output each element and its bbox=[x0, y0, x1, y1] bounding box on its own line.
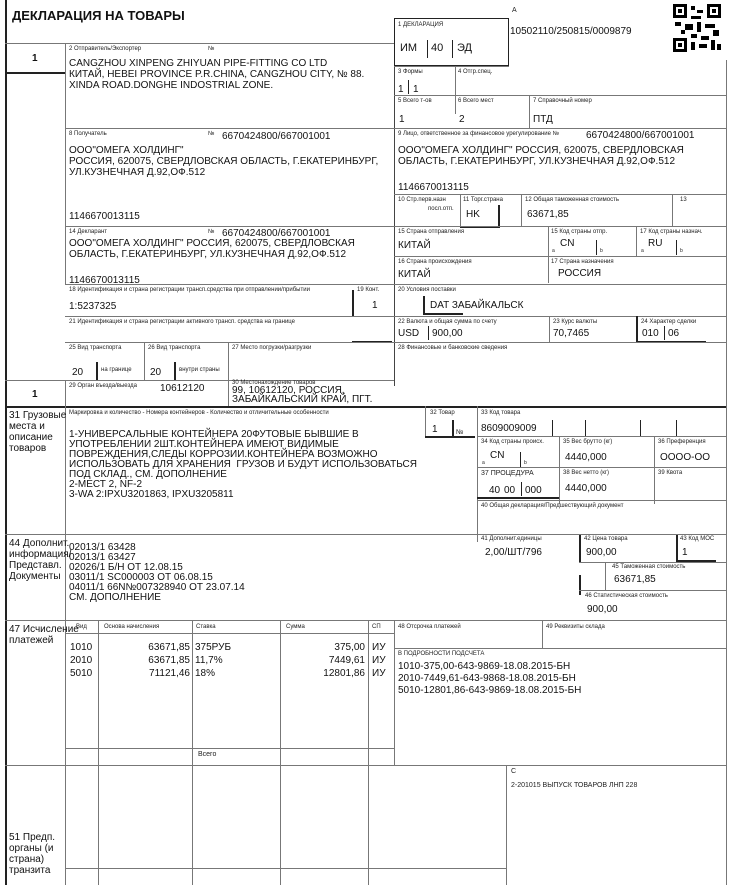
rule bbox=[672, 194, 673, 227]
rule bbox=[368, 620, 369, 885]
box20-label: 20 Условия поставки bbox=[398, 287, 456, 293]
rule bbox=[477, 500, 726, 501]
box2-label: 2 Отправитель/Экспортер bbox=[69, 46, 142, 52]
rule bbox=[460, 194, 461, 227]
additional-info: 02013/1 63428 02013/1 63427 02026/1 Б/Н ОТ 12.08.15 03011/1 SC000003 ОТ 06.08.15 04011/1 66N№007328940 ОТ 23.07.14 СМ. ДОПОЛНЕНИЕ bbox=[69, 542, 245, 603]
box34-label: 34 Код страны происх. bbox=[481, 439, 544, 445]
box35-label: 35 Вес брутто (кг) bbox=[563, 439, 613, 445]
rule bbox=[654, 436, 655, 504]
rule bbox=[394, 66, 509, 67]
document-title: ДЕКЛАРАЦИЯ НА ТОВАРЫ bbox=[12, 8, 185, 23]
table-row: ИУ bbox=[372, 655, 386, 666]
preference: OOOO-OO bbox=[660, 452, 710, 463]
box42-label: 42 Цена товара bbox=[584, 536, 628, 542]
net-weight: 4440,000 bbox=[565, 483, 607, 494]
box18-label: 18 Идентификация и страна регистрации трансп.средства при отправлении/прибытии bbox=[69, 287, 310, 293]
decl-type-2: 40 bbox=[431, 42, 444, 54]
table-row: 63671,85 bbox=[148, 642, 190, 653]
box49-label: 49 Реквизиты склада bbox=[546, 624, 605, 630]
box46-label: 46 Статистическая стоимость bbox=[585, 593, 668, 599]
rule bbox=[552, 420, 553, 436]
box45-label: 45 Таможенная стоимость bbox=[612, 564, 686, 570]
qr-code-icon bbox=[673, 4, 721, 52]
rule bbox=[408, 80, 409, 94]
rule bbox=[96, 362, 98, 380]
rule bbox=[394, 128, 726, 129]
payments-col-rate: Ставка bbox=[196, 624, 216, 630]
box26-sub: внутри страны bbox=[179, 367, 220, 373]
rule bbox=[5, 620, 726, 621]
box30-label: 30 Местонахождение товаров bbox=[232, 380, 316, 386]
box25-sub: на границе bbox=[101, 367, 132, 373]
rule bbox=[579, 562, 726, 563]
entry-office: 10612120 bbox=[160, 383, 205, 394]
box10-sub: посл.отп. bbox=[428, 206, 454, 212]
sheet-number: 1 bbox=[32, 53, 38, 64]
release-note: 2-201015 ВЫПУСК ТОВАРОВ ЛНП 228 bbox=[511, 782, 638, 789]
origin-code: CN bbox=[490, 450, 505, 461]
valuation-method: 1 bbox=[682, 547, 688, 558]
dispatch-country-code: CN bbox=[560, 238, 575, 249]
goods-description: 1-УНИВЕРСАЛЬНЫЕ КОНТЕЙНЕРА 20ФУТОВЫЕ БЫВШИЕ В УПОТРЕБЛЕНИИ 2ШТ.КОНТЕЙНЕРА ИМЕЮТ ВИДИМЫЕ ПОВРЕЖДЕНИЯ,СЛЕДЫ КОРРОЗИИ.КОНТЕЙНЕРА ВОЗМОЖНО ИСПОЛЬЗОВАТЬ ДЛЯ ХРАНЕНИЯ ГРУЗОВ И БУДУТ ИСПОЛЬЗОВАТЬСЯ ПОД СКЛАД., СМ. ДОПОЛНЕНИЕ 2-МЕСТ 2, NF-2 3-WA 2:IPXU3201863, IPXU3205811 bbox=[69, 429, 417, 500]
box21-label: 21 Идентификация и страна регистрации активного трансп. средства на границе bbox=[69, 319, 296, 325]
rule bbox=[394, 256, 726, 257]
destination-country-code: RU bbox=[648, 238, 663, 249]
box44-label: 44 Дополнит. информация/ Представл. Документы bbox=[9, 538, 72, 582]
rule bbox=[394, 620, 395, 765]
item-no-sign: № bbox=[456, 429, 464, 436]
rule bbox=[65, 316, 726, 317]
box11-label: 11 Торг.страна bbox=[463, 197, 503, 203]
rule bbox=[425, 406, 426, 436]
decl-type-1: ИМ bbox=[400, 42, 418, 54]
rule bbox=[521, 482, 522, 496]
table-row: 11,7% bbox=[195, 655, 223, 666]
rule bbox=[521, 194, 522, 227]
rule bbox=[5, 534, 726, 535]
total-customs-value: 63671,85 bbox=[527, 209, 569, 220]
box-a-letter: A bbox=[512, 7, 517, 14]
box17a-b: b bbox=[680, 248, 683, 254]
hs-code: 8609009009 bbox=[481, 423, 537, 434]
table-row: 63671,85 bbox=[148, 655, 190, 666]
boxc-label: C bbox=[511, 768, 517, 775]
supplementary-units: 2,00/ШТ/796 bbox=[485, 547, 542, 558]
rule bbox=[174, 362, 176, 380]
rule bbox=[498, 205, 500, 227]
payment-details-head: В ПОДРОБНОСТИ ПОДСЧЕТА bbox=[398, 651, 485, 657]
rule bbox=[280, 620, 281, 885]
declarant-inn: 6670424800/667001001 bbox=[222, 228, 331, 239]
box19-label: 19 Конт. bbox=[357, 287, 380, 293]
rule bbox=[579, 535, 581, 562]
total-packages: 2 bbox=[459, 114, 465, 125]
box22-label: 22 Валюта и общая сумма по счету bbox=[398, 319, 497, 325]
rule bbox=[605, 562, 606, 590]
box1-label: 1 ДЕКЛАРАЦИЯ bbox=[398, 22, 444, 28]
box16-label: 16 Страна происхождения bbox=[398, 259, 472, 265]
invoice-total: 900,00 bbox=[432, 328, 463, 339]
rule bbox=[425, 436, 475, 438]
rule bbox=[65, 128, 394, 129]
rule bbox=[5, 72, 65, 74]
rule bbox=[65, 748, 394, 749]
box36-label: 36 Преференция bbox=[658, 439, 706, 445]
box6-label: 6 Всего мест bbox=[458, 98, 494, 104]
table-row: 5010 bbox=[70, 668, 93, 679]
procedure-3: 000 bbox=[525, 485, 542, 496]
rule bbox=[676, 420, 677, 436]
box17a-label: 17 Код страны назнач. bbox=[640, 229, 703, 235]
rule bbox=[452, 420, 454, 437]
goods-location: 99, 10612120, РОССИЯ, ЗАБАЙКАЛЬСКИЙ КРАЙ, ПГТ. bbox=[232, 385, 373, 405]
registration-number: 10502110/250815/0009879 bbox=[510, 26, 632, 37]
rule bbox=[65, 226, 394, 227]
rule bbox=[5, 43, 394, 44]
reference-number: ПТД bbox=[533, 114, 553, 125]
sheet-number-2: 1 bbox=[32, 389, 38, 400]
box8-label: 8 Получатель bbox=[69, 131, 107, 137]
consignee-text: ООО"ОМЕГА ХОЛДИНГ" РОССИЯ, 620075, СВЕРДЛОВСКАЯ ОБЛАСТЬ, Г.ЕКАТЕРИНБУРГ, УЛ.КУЗНЕЧНАЯ Д.92,ОФ.512 bbox=[69, 145, 379, 178]
financial-person-ogrn: 1146670013115 bbox=[398, 182, 469, 193]
rule bbox=[506, 765, 507, 885]
rule bbox=[549, 316, 550, 342]
transport-border: 20 bbox=[72, 367, 84, 378]
table-row: 12801,86 bbox=[323, 668, 365, 679]
rule bbox=[65, 284, 726, 285]
consignee-ogrn: 1146670013115 bbox=[69, 211, 140, 222]
transaction-type-1: 010 bbox=[642, 328, 659, 339]
origin-country: КИТАЙ bbox=[398, 269, 431, 280]
rule bbox=[144, 342, 145, 380]
rule bbox=[636, 226, 637, 256]
table-row: 71121,46 bbox=[149, 668, 190, 679]
rule bbox=[640, 420, 641, 436]
procedure-2: 00 bbox=[504, 485, 516, 496]
box23-label: 23 Курс валюты bbox=[553, 319, 598, 325]
box15a-label: 15 Код страны отпр. bbox=[551, 229, 608, 235]
transaction-type-2: 06 bbox=[668, 328, 680, 339]
rule bbox=[394, 226, 726, 227]
rule bbox=[394, 95, 726, 96]
box34-a: a bbox=[482, 460, 485, 466]
payments-col-base: Основа начисления bbox=[104, 624, 160, 630]
total-items: 1 bbox=[399, 114, 405, 125]
customs-value: 63671,85 bbox=[614, 574, 656, 585]
box15-label: 15 Страна отправления bbox=[398, 229, 465, 235]
box47-label: 47 Исчисление платежей bbox=[9, 624, 79, 646]
table-row: 2010 bbox=[70, 655, 93, 666]
box33-label: 33 Код товара bbox=[481, 410, 521, 416]
box39-label: 39 Квота bbox=[658, 470, 683, 476]
rule bbox=[596, 240, 597, 255]
rule bbox=[65, 633, 394, 634]
box9-label: 9 Лицо, ответственное за финансовое урегулирование № bbox=[398, 131, 560, 137]
box15a-b: b bbox=[600, 248, 603, 254]
rule bbox=[5, 380, 394, 381]
box14-no-label: № bbox=[208, 229, 215, 235]
rule bbox=[228, 342, 229, 380]
box24-label: 24 Характер сделки bbox=[641, 319, 697, 325]
box14-label: 14 Декларант bbox=[69, 229, 108, 235]
trade-country: HK bbox=[466, 209, 480, 220]
rule bbox=[428, 326, 429, 340]
payments-col-method: СП bbox=[372, 624, 381, 630]
rule bbox=[477, 467, 726, 468]
table-row: ИУ bbox=[372, 668, 386, 679]
box17a-a: a bbox=[641, 248, 644, 254]
rule bbox=[5, 765, 726, 766]
box37-label: 37 ПРОЦЕДУРА bbox=[481, 470, 534, 477]
exporter-text: CANGZHOU XINPENG ZHIYUAN PIPE-FITTING CO LTD КИТАЙ, HEBEI PROVINCE P.R.CHINA, CANGZHOU CITY, № 88. XINDA ROAD.DONGHE INDOSTRIAL ZONE. bbox=[69, 58, 365, 91]
rule bbox=[65, 868, 506, 869]
rule bbox=[676, 240, 677, 255]
box5-label: 5 Всего т-ов bbox=[398, 98, 432, 104]
box43-label: 43 Код МОС bbox=[680, 536, 715, 542]
box31-label: 31 Грузовые места и описание товаров bbox=[9, 410, 67, 454]
box27-label: 27 Место погрузки/разгрузки bbox=[232, 345, 312, 351]
box4-label: 4 Отгр.спец. bbox=[458, 69, 493, 75]
box15a-a: a bbox=[552, 248, 555, 254]
declarant-ogrn: 1146670013115 bbox=[69, 275, 140, 286]
box3-label: 3 Формы bbox=[398, 69, 423, 75]
rule bbox=[548, 226, 549, 283]
box28-label: 28 Финансовые и банковские сведения bbox=[398, 345, 508, 351]
payments-col-sum: Сумма bbox=[286, 624, 305, 630]
table-row: 7449,61 bbox=[328, 655, 365, 666]
rule bbox=[455, 66, 456, 114]
box32-label: 32 Товар bbox=[430, 410, 455, 416]
financial-person-text: ООО"ОМЕГА ХОЛДИНГ" РОССИЯ, 620075, СВЕРДЛОВСКАЯ ОБЛАСТЬ, Г.ЕКАТЕРИНБУРГ, УЛ.КУЗНЕЧНАЯ Д.92,ОФ.512 bbox=[398, 145, 684, 167]
transport-id: 1:5237325 bbox=[69, 301, 117, 312]
rule bbox=[477, 406, 478, 542]
box34-b: b bbox=[524, 460, 527, 466]
procedure-1: 40 bbox=[489, 485, 501, 496]
exchange-rate: 70,7465 bbox=[553, 328, 590, 339]
rule bbox=[192, 620, 193, 885]
payments-col-kind: Вид bbox=[76, 624, 87, 630]
rule bbox=[228, 380, 229, 407]
rule bbox=[427, 40, 428, 58]
box41-label: 41 Дополнит.единицы bbox=[481, 536, 542, 542]
forms-value-1: 1 bbox=[398, 84, 404, 95]
box38-label: 38 Вес нетто (кг) bbox=[563, 470, 610, 476]
box8-no-label: № bbox=[208, 131, 215, 137]
rule bbox=[676, 535, 678, 562]
container-flag: 1 bbox=[372, 300, 378, 311]
rule bbox=[5, 406, 726, 408]
rule bbox=[477, 497, 559, 499]
box10-label: 10 Стр.перв.назн bbox=[398, 197, 446, 203]
box31-head: Маркировка и количество - Номера контейнеров - Количество и отличительные особенности bbox=[69, 410, 329, 416]
delivery-terms: DAT ЗАБАЙКАЛЬСК bbox=[430, 300, 524, 311]
box25-label: 25 Вид транспорта bbox=[69, 345, 122, 351]
rule bbox=[65, 380, 66, 407]
rule bbox=[65, 43, 66, 284]
rule bbox=[394, 194, 726, 195]
decl-type-3: ЭД bbox=[457, 42, 472, 54]
rule bbox=[98, 620, 99, 885]
statistical-value: 900,00 bbox=[587, 604, 618, 615]
box12-label: 12 Общая таможенная стоимость bbox=[525, 197, 619, 203]
table-row: 375РУБ bbox=[195, 642, 232, 653]
box26-label: 26 Вид транспорта bbox=[148, 345, 201, 351]
box51-label: 51 Предп. органы (и страна) транзита bbox=[9, 832, 56, 876]
item-number: 1 bbox=[432, 424, 438, 435]
table-row: ИУ bbox=[372, 642, 386, 653]
box17-label: 17 Страна назначения bbox=[551, 259, 614, 265]
box29-label: 29 Орган въезда/выезда bbox=[69, 383, 137, 389]
rule bbox=[579, 590, 726, 591]
payments-total-label: Всего bbox=[198, 751, 217, 758]
rule bbox=[529, 95, 530, 128]
left-border bbox=[5, 0, 7, 885]
right-border bbox=[726, 60, 727, 885]
box13-label: 13 bbox=[680, 197, 687, 203]
rule bbox=[352, 290, 354, 316]
rule bbox=[542, 620, 543, 648]
payment-details: 1010-375,00-643-9869-18.08.2015-БН 2010-7449,61-643-9868-18.08.2015-БН 5010-12801,86-643-9869-18.08.2015-БН bbox=[398, 661, 582, 696]
rule bbox=[520, 452, 521, 467]
rule bbox=[394, 648, 726, 649]
rule bbox=[477, 436, 726, 437]
rule bbox=[585, 420, 586, 436]
gross-weight: 4440,000 bbox=[565, 452, 607, 463]
rule bbox=[664, 326, 665, 340]
invoice-currency: USD bbox=[398, 328, 420, 339]
destination-country: РОССИЯ bbox=[558, 268, 602, 279]
consignee-inn: 6670424800/667001001 bbox=[222, 131, 331, 142]
box48-label: 48 Отсрочка платежей bbox=[398, 624, 461, 630]
declarant-text: ООО"ОМЕГА ХОЛДИНГ" РОССИЯ, 620075, СВЕРДЛОВСКАЯ ОБЛАСТЬ, Г.ЕКАТЕРИНБУРГ, УЛ.КУЗНЕЧНАЯ Д.92,ОФ.512 bbox=[69, 238, 355, 260]
forms-value-2: 1 bbox=[413, 84, 419, 95]
table-row: 375,00 bbox=[334, 642, 365, 653]
rule bbox=[65, 342, 726, 343]
rule bbox=[636, 316, 638, 342]
dispatch-country: КИТАЙ bbox=[398, 240, 431, 251]
box7-label: 7 Справочный номер bbox=[533, 98, 592, 104]
rule bbox=[452, 40, 453, 58]
rule bbox=[579, 575, 581, 595]
table-row: 18% bbox=[195, 668, 216, 679]
box2-no-label: № bbox=[208, 46, 215, 52]
transport-inland: 20 bbox=[150, 367, 162, 378]
box40-label: 40 Общая декларация/Предшествующий документ bbox=[481, 503, 624, 509]
rule bbox=[559, 436, 560, 504]
rule bbox=[423, 313, 463, 315]
item-price: 900,00 bbox=[586, 547, 617, 558]
table-row: 1010 bbox=[70, 642, 93, 653]
financial-person-inn: 6670424800/667001001 bbox=[586, 130, 695, 141]
rule bbox=[423, 296, 425, 314]
